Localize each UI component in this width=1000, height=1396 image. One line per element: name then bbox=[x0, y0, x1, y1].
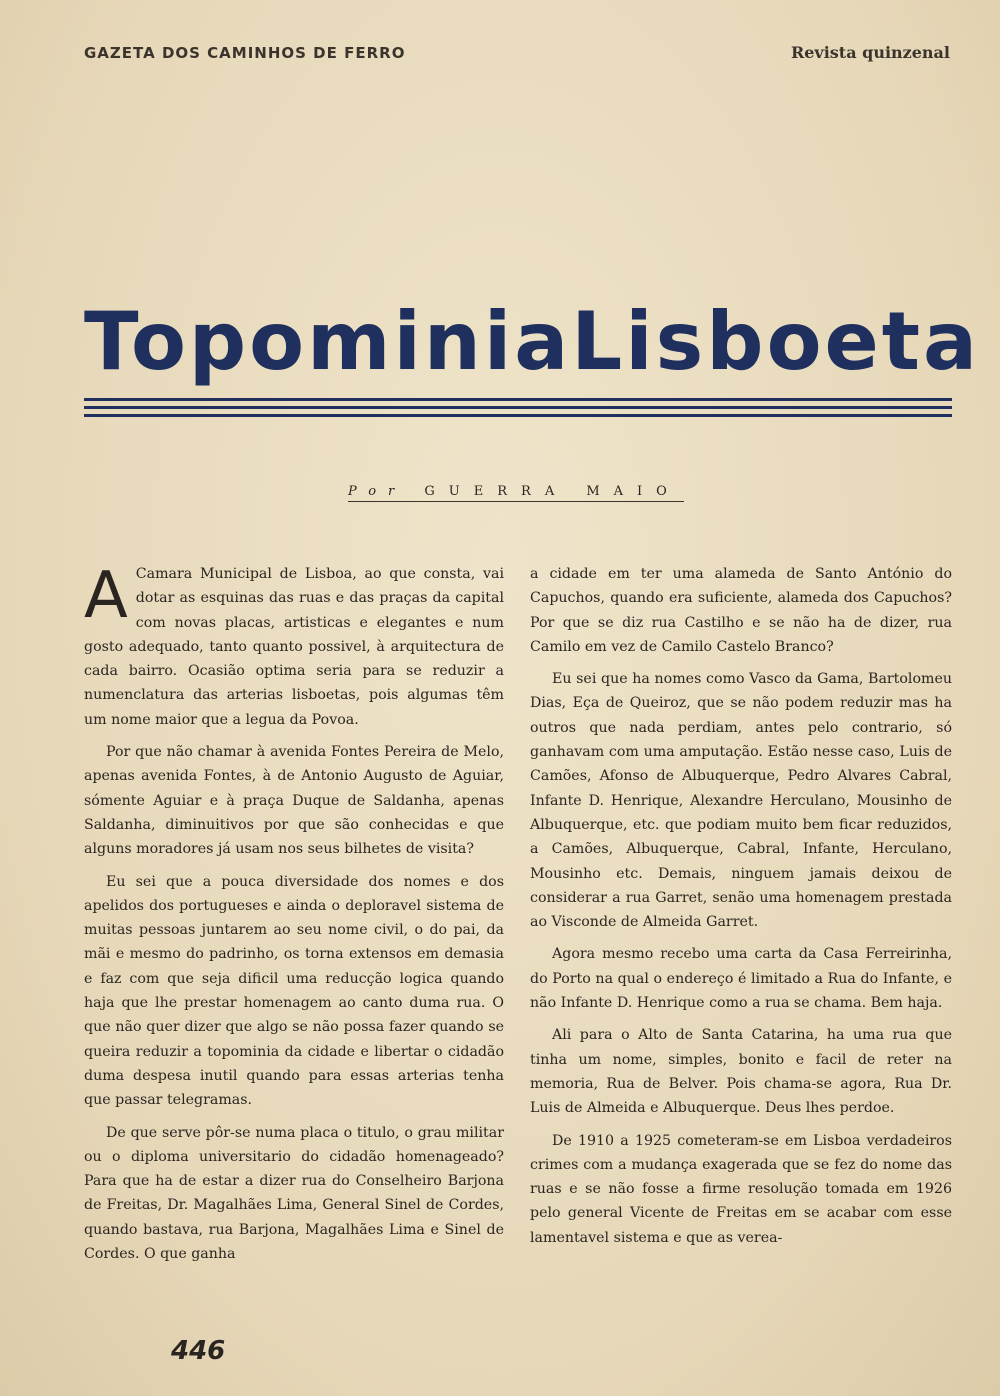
paragraph: Ali para o Alto de Santa Catarina, ha uma rua que tinha um nome, simples, bonito e facil de reter na memoria, Rua de Belver. Pois chama-se agora, Rua Dr. Luis de Almeida e Albuquerque. Deus lhes perdoe. bbox=[530, 1027, 952, 1117]
left-column bbox=[84, 559, 504, 1274]
paragraph: Eu sei que a pouca diversidade dos nomes e dos apelidos dos portugueses e ainda o deploravel sistema de muitas pessoas juntarem ao seu nome civil, o do pai, da mãi e mesmo do padrinho, os torna extensos em demasia e faz com que seja dificil uma reducção logica quando haja que lhe prestar homenagem ao canto duma rua. O que não quer dizer que algo se não possa fazer quando se queira reduzir a topominia da cidade e libertar o cidadão duma despesa inutil quando para essas arterias tenha que passar telegramas. bbox=[84, 873, 504, 1109]
dropcap-letter: A bbox=[84, 559, 128, 633]
paragraph: a cidade em ter uma alameda de Santo António do Capuchos, quando era suficiente, alameda dos Capuchos? Por que se diz rua Castilho e se não ha de dizer, rua Camilo em vez de Camilo Castelo Branco? bbox=[530, 566, 952, 655]
paragraph: Agora mesmo recebo uma carta da Casa Ferreirinha, do Porto na qual o endereço é limitado a Rua do Infante, e não Infante D. Henrique como a rua se chama. Bem haja. bbox=[530, 946, 952, 1012]
article-title-word-1: Topominia bbox=[84, 295, 572, 388]
journal-subtitle: Revista quinzenal bbox=[790, 43, 950, 62]
paragraph: Por que não chamar à avenida Fontes Pereira de Melo, apenas avenida Fontes, à de Antonio Augusto de Aguiar, sómente Aguiar e à praça Duque de Saldanha, apenas Saldanha, diminuitivos por que são conhecidas e que alguns moradores já usam nos seus bilhetes de visita? bbox=[84, 744, 504, 858]
byline-author: GUERRA MAIO bbox=[424, 484, 681, 499]
rule-line bbox=[84, 398, 952, 401]
paragraph: Eu sei que ha nomes como Vasco da Gama, Bartolomeu Dias, Eça de Queiroz, que se não podem reduzir mas ha outros que nada perdiam, antes pelo contrario, só ganhavam com uma amputação. Estão nesse caso, Luis de Camões, Afonso de Albuquerque, Pedro Alvares Cabral, Infante D. Henrique, Alexandre Herculano, Mousinho de Albuquerque, etc. que podiam muito bem ficar reduzidos, a Camões, Albuquerque, Cabral, Infante, Herculano, Mousinho etc. Demais, ninguem jamais deixou de considerar a rua Garret, senão uma homenagem prestada ao Visconde de Almeida Garret. bbox=[530, 671, 952, 931]
paragraph: De que serve pôr-se numa placa o titulo, o grau militar ou o diploma universitario do cidadão homenageado? Para que ha de estar a dizer rua do Conselheiro Barjona de Freitas, Dr. Magalhães Lima, General Sinel de Cordes, quando bastava, rua Barjona, Magalhães Lima e Sinel de Cordes. O que ganha bbox=[84, 1124, 504, 1263]
article-title bbox=[84, 295, 981, 388]
paragraph: De 1910 a 1925 cometeram-se em Lisboa verdadeiros crimes com a mudança exagerada que se fez do nome das ruas e se não fosse a firme resolução tomada em 1926 pelo general Vicente de Freitas em se acabar com esse lamentavel sistema e que as verea- bbox=[530, 1132, 952, 1246]
byline bbox=[348, 484, 684, 502]
article-title-word-2: Lisboeta bbox=[571, 295, 981, 388]
rule-line bbox=[84, 406, 952, 409]
byline-por: Por bbox=[348, 484, 407, 499]
paragraph: A Camara Municipal de Lisboa, ao que consta, vai dotar as esquinas das ruas e das praças da capital com novas placas, artisticas e elegantes e num gosto adequado, tanto quanto possivel, à arquitectura de cada bairro. Ocasião optima seria para se reduzir a numenclatura das arterias lisboetas, pois algumas têm um nome maior que a legua da Povoa. bbox=[84, 559, 504, 728]
right-column bbox=[530, 562, 952, 1258]
rule-line bbox=[84, 414, 952, 417]
title-rules bbox=[84, 398, 952, 422]
journal-title: GAZETA DOS CAMINHOS DE FERRO bbox=[84, 44, 406, 62]
page-number: 446 bbox=[171, 1336, 226, 1366]
